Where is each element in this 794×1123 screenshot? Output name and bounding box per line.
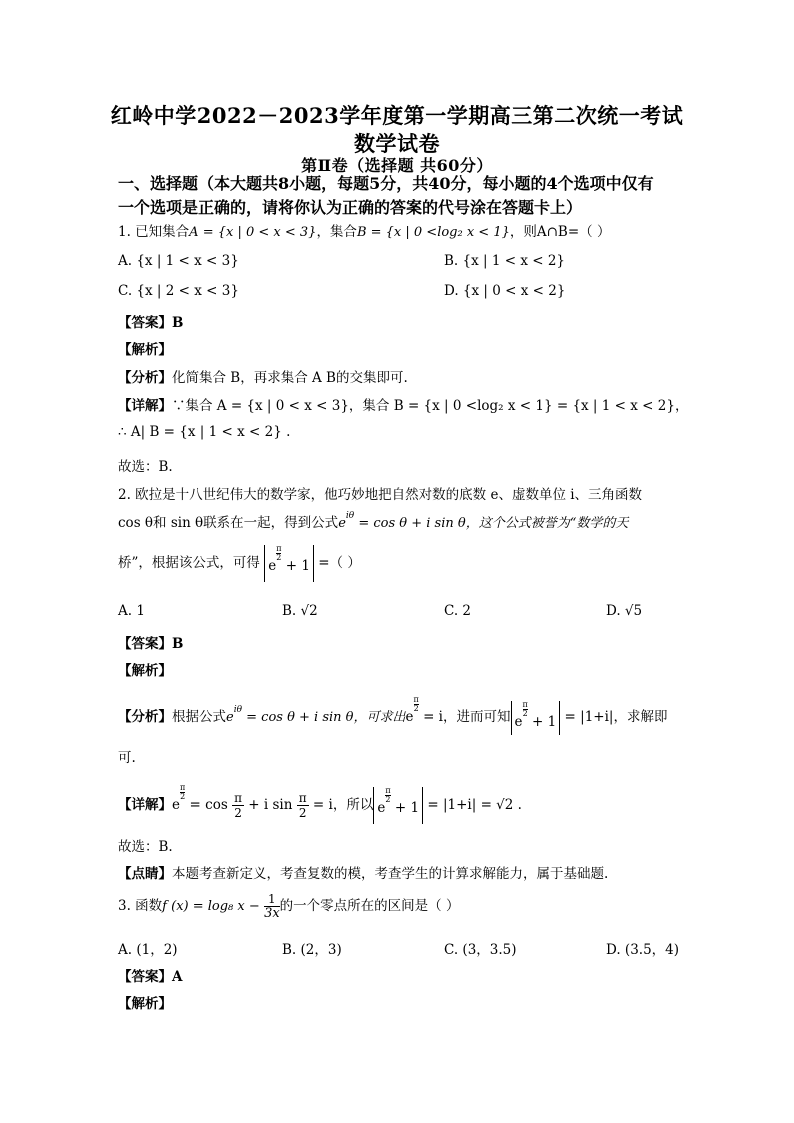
q1-option-c: C. {x | 2 < x < 3} [118,283,239,299]
q1-option-a: A. {x | 1 < x < 3} [118,253,239,269]
q2-stem-line1: 2. 欧拉是十八世纪伟大的数学家，他巧妙地把自然对数的底数 e、虚数单位 i、三角函数 [118,487,643,503]
q3-stem: 3. 函数f (x) = log₈ x − $\frac{1}{3x}$ 的一个零点所在的区间是（ ） [118,892,460,921]
q2-abs-expression: e $\frac{\pi}{2} + 1$ [264,545,314,582]
q2-fenxi: 【分析】根据公式$e^{i\theta} = \cos \theta + i$ sin θ，可求出e $\frac{\pi}{2} = i$，进而可知 e $\frac{\pi}{2} + 1 = |1+i|$，求解即 [118,696,667,735]
q1-choose: 故选：B. [118,459,173,475]
q3-option-c: C. (3，3.5) [444,942,517,958]
q2-option-c: C. 2 [444,603,472,619]
q3-analysis-tag: 【解析】 [118,996,172,1012]
q2-option-b: B. √2 [282,603,318,619]
q2-option-d: D. √5 [606,603,643,619]
q1-answer: 【答案】B [118,315,184,331]
q2-option-a: A. 1 [118,603,145,619]
q1-option-b: B. {x | 1 < x < 2} [444,253,566,269]
q3-option-d: D. (3.5，4) [606,942,680,958]
q1-xiangjie: 【详解】∵集合 A = {x | 0 < x < 3}，集合 B = {x | 0 <log₂ x < 1} = {x | 1 < x < 2}， [118,398,689,414]
q1-option-d: D. {x | 0 < x < 2} [444,283,566,299]
q2-answer: 【答案】B [118,636,184,652]
q1-stem: 1. 已知集合A = {x | 0 < x < 3}，集合B = {x | 0 <log₂ x < 1}，则A∩B=（ ） [118,224,611,240]
q1-analysis-tag: 【解析】 [118,342,172,358]
q2-analysis-tag: 【解析】 [118,663,172,679]
exam-title: 红岭中学2022－2023学年度第一学期高三第二次统一考试 [110,103,684,128]
q2-fenxi-end: 可. [118,750,136,766]
q2-stem-line3: 桥”，根据该公式，可得 e $\frac{\pi}{2} + 1$ =（ ） [118,545,361,582]
q2-choose: 故选：B. [118,839,173,855]
q3-option-b: B. (2，3) [282,942,342,958]
q2-stem-line2: cos θ和 sin θ联系在一起，得到公式$e^{i\theta} = \cos \theta + i$ sin θ，这个公式被誉为“数学的天 [118,511,629,531]
q3-answer: 【答案】A [118,969,183,985]
q2-xiangjie: 【详解】e $\frac{\pi}{2} = \cos$ $\frac{\pi}{2}$ + i sin $\frac{\pi}{2}$ = i，所以 e $\frac{\pi}{2} + 1 = |1+i| = √2$ . [118,784,522,824]
section-heading: 一、选择题（本大题共8小题，每题5分，共40分，每小题的4个选项中仅有 一个选项是正确的，请将你认为正确的答案的代号涂在答题卡上） [118,174,654,217]
part-title: 第Ⅱ卷（选择题 共60分） [301,156,493,175]
q1-therefore: ∴ A| B = {x | 1 < x < 2} . [118,424,291,440]
q1-fenxi: 【分析】化简集合 B，再求集合 A B的交集即可. [118,370,408,386]
exam-subtitle: 数学试卷 [354,131,440,156]
q2-dianjing: 【点睛】本题考查新定义，考查复数的模，考查学生的计算求解能力，属于基础题. [118,866,609,882]
q3-option-a: A. (1，2) [118,942,178,958]
